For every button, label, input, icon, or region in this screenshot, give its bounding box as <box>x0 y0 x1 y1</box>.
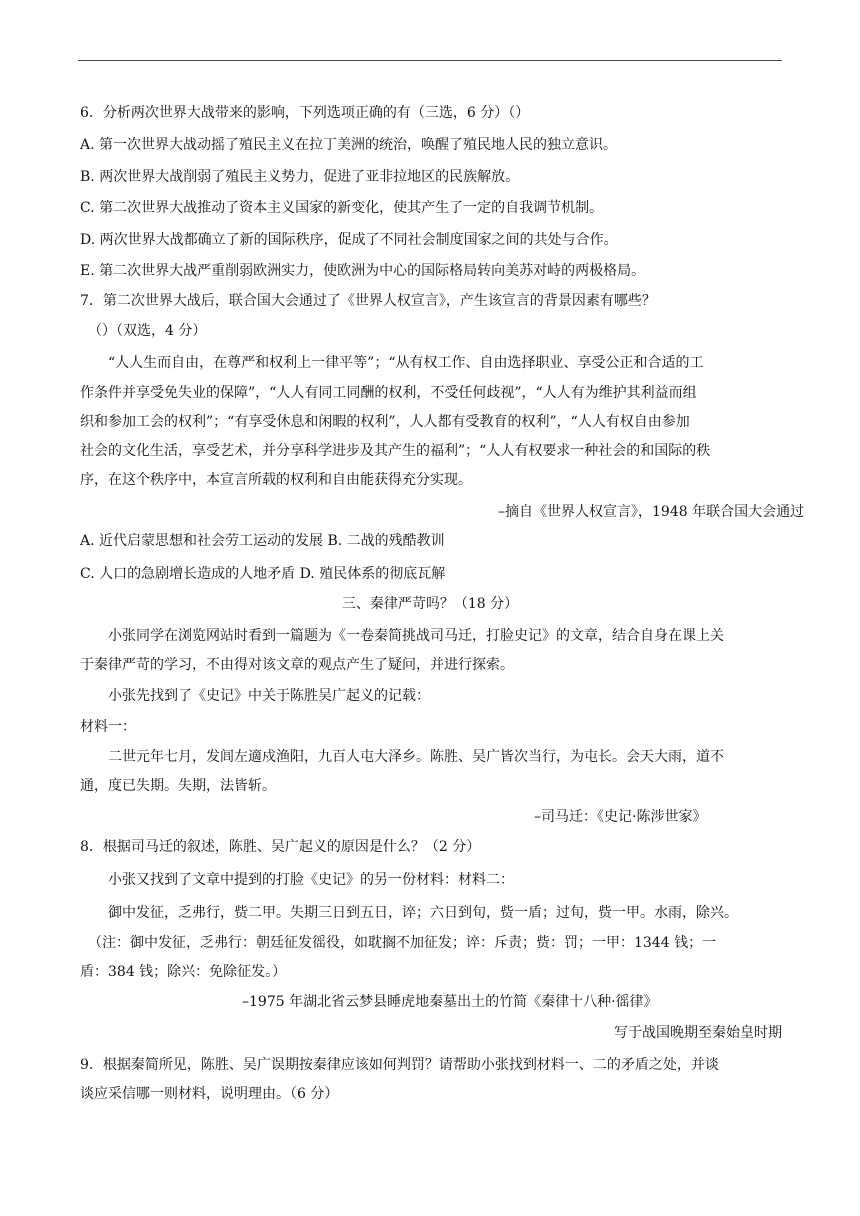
q7-options-ab: A. 近代启蒙思想和社会劳工运动的发展 B. 二战的残酷教训 <box>80 533 445 549</box>
q6-option-a: A. 第一次世界大战动摇了殖民主义在拉丁美洲的统治，唤醒了殖民地人民的独立意识。 <box>80 137 618 153</box>
q6-option-b: B. 两次世界大战削弱了殖民主义势力，促进了亚非拉地区的民族解放。 <box>80 169 520 185</box>
material-one-line: 通，度已失期。失期，法皆斩。 <box>80 778 276 794</box>
q7-stem: 7．第二次世界大战后，联合国大会通过了《世界人权宣言》，产生该宣言的背景因素有哪些？ <box>80 293 656 309</box>
material-two-source: –1975 年湖北省云梦县睡虎地秦墓出土的竹简《秦律十八种·徭律》 <box>242 994 658 1010</box>
section-intro-line: 于秦律严苛的学习，不由得对该文章的观点产生了疑问，并进行探索。 <box>80 657 514 673</box>
q7-quote-line: 作条件并享受免失业的保障”，“人人有同工同酬的权利，不受任何歧视”，“人人有为维护其利益而组 <box>80 385 697 401</box>
material-one-label: 材料一： <box>80 719 136 735</box>
q7-stem-answer: （）（双选，4 分） <box>88 323 207 339</box>
q7-source: –摘自《世界人权宣言》，1948 年联合国大会通过 <box>498 504 805 520</box>
q7-quote-line: 织和参加工会的权利”；“有享受休息和闲暇的权利”，人人都有受教育的权利”，“人人有权自由参加 <box>80 414 690 430</box>
material-two-text: 御中发征，乏弗行，赀二甲。失期三日到五日，谇；六日到旬，赀一盾；过旬，赀一甲。水雨，除兴。 <box>108 905 738 921</box>
q7-options-cd: C. 人口的急剧增长造成的人地矛盾 D. 殖民体系的彻底瓦解 <box>80 566 446 582</box>
material-two-date: 写于战国晚期至秦始皇时期 <box>614 1025 782 1041</box>
section-intro-line: 小张同学在浏览网站时看到一篇题为《一卷秦简挑战司马迁，打脸史记》的文章，结合自身在课上关 <box>108 628 724 644</box>
q6-stem: 6．分析两次世界大战带来的影响，下列选项正确的有（三选，6 分）（） <box>80 105 530 121</box>
paragraph-shiji: 小张先找到了《史记》中关于陈胜吴广起义的记载： <box>108 688 430 704</box>
q9-stem-line: 9．根据秦简所见，陈胜、吴广误期按秦律应该如何判罚？请帮助小张找到材料一、二的矛盾之处，并谈 <box>80 1057 719 1073</box>
q7-quote-line: 社会的文化生活，享受艺术，并分享科学进步及其产生的福利”；“人人有权要求一种社会的和国际的秩 <box>80 443 711 459</box>
section-title: 三、秦律严苛吗？（18 分） <box>341 596 519 612</box>
q6-option-d: D. 两次世界大战都确立了新的国际秩序，促成了不同社会制度国家之间的共处与合作。 <box>80 232 618 248</box>
q6-option-e: E. 第二次世界大战严重削弱欧洲实力，使欧洲为中心的国际格局转向美苏对峙的两极格局。 <box>80 263 646 279</box>
q7-quote-line: 序，在这个秩序中，本宣言所载的权利和自由能获得充分实现。 <box>80 472 472 488</box>
q7-quote-line: “人人生而自由，在尊严和权利上一律平等”；“从有权工作、自由选择职业、享受公正和合适的工 <box>108 355 704 371</box>
material-two-note-line: （注：御中发征，乏弗行：朝廷征发徭役，如耽搁不加征发；谇：斥责；赀：罚；一甲：1344 钱；一 <box>88 935 717 951</box>
q9-stem-line: 谈应采信哪一则材料，说明理由。（6 分） <box>80 1086 339 1102</box>
header-rule <box>78 60 782 61</box>
material-two-note-line: 盾：384 钱；除兴：免除征发。） <box>80 964 287 980</box>
material-one-line: 二世元年七月，发闾左適戍渔阳，九百人屯大泽乡。陈胜、吴广皆次当行，为屯长。会天大雨，道不 <box>108 749 724 765</box>
q8-stem: 8．根据司马迁的叙述，陈胜、吴广起义的原因是什么？（2 分） <box>80 839 481 855</box>
q6-option-c: C. 第二次世界大战推动了资本主义国家的新变化，使其产生了一定的自我调节机制。 <box>80 200 604 216</box>
material-one-source: –司马迁：《史记·陈涉世家》 <box>534 809 707 825</box>
paragraph-material-two-intro: 小张又找到了文章中提到的打脸《史记》的另一份材料：材料二： <box>108 872 514 888</box>
